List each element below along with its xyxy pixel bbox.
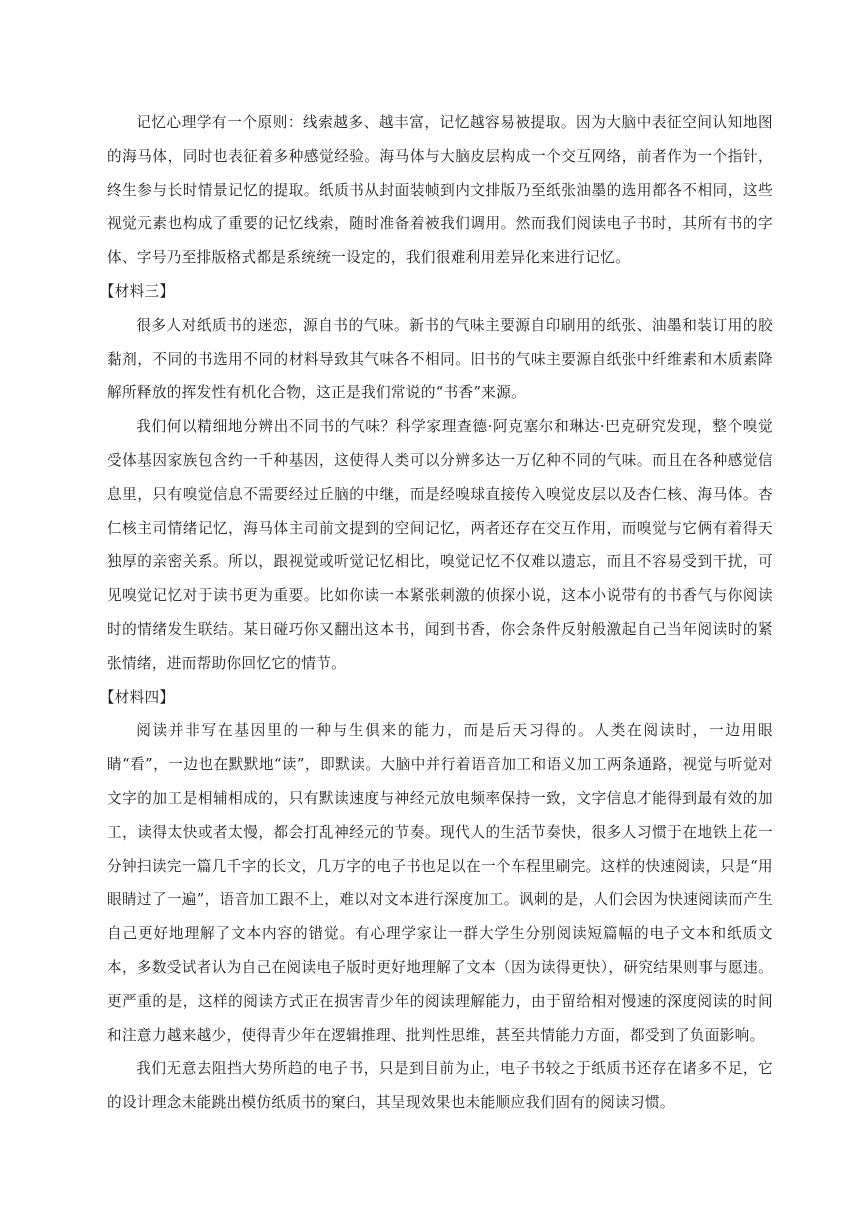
heading-material-three: 【材料三】 [99,282,175,300]
paragraph-conclusion: 我们无意去阻挡大势所趋的电子书，只是到目前为止，电子书较之于纸质书还存在诸多不足，它的设计理念未能跳出模仿纸质书的窠臼，其呈现效果也未能顺应我们固有的阅读习惯。 [107,1060,773,1112]
document-body [99,106,773,1120]
paragraph-reading-speed: 阅读并非写在基因里的一种与生俱来的能力，而是后天习得的。人类在阅读时，一边用眼睛“看”，一边也在默默地“读”，即默读。大脑中并行着语音加工和语义加工两条通路，视觉与听觉对文字的加工是相辅相成的，只有默读速度与神经元放电频率保持一致，文字信息才能得到最有效的加工，读得太快或者太慢，都会打乱神经元的节奏。现代人的生活节奏快，很多人习惯于在地铁上花一分钟扫读完一篇几千字的长文，几万字的电子书也足以在一个车程里刷完。这样的快速阅读，只是“用眼睛过了一遍”，语音加工跟不上，难以对文本进行深度加工。讽刺的是，人们会因为快速阅读而产生自己更好地理解了文本内容的错觉。有心理学家让一群大学生分别阅读短篇幅的电子文本和纸质文本，多数受试者认为自己在阅读电子版时更好地理解了文本（因为读得更快），研究结果则事与愿违。更严重的是，这样的阅读方式正在损害青少年的阅读理解能力，由于留给相对慢速的深度阅读的时间和注意力越来越少，使得青少年在逻辑推理、批判性思维，甚至共情能力方面，都受到了负面影响。 [107,722,773,1044]
paragraph-olfactory-memory: 我们何以精细地分辨出不同书的气味？科学家理查德·阿克塞尔和琳达·巴克研究发现，整个嗅觉受体基因家族包含约一千种基因，这使得人类可以分辨多达一万亿种不同的气味。而且在各种感觉信息里，只有嗅觉信息不需要经过丘脑的中继，而是经嗅球直接传入嗅觉皮层以及杏仁核、海马体。杏仁核主司情绪记忆，海马体主司前文提到的空间记忆，两者还存在交互作用，而嗅觉与它俩有着得天独厚的亲密关系。所以，跟视觉或听觉记忆相比，嗅觉记忆不仅难以遗忘，而且不容易受到干扰，可见嗅觉记忆对于读书更为重要。比如你读一本紧张刺激的侦探小说，这本小说带有的书香气与你阅读时的情绪发生联结。某日碰巧你又翻出这本书，闻到书香，你会条件反射般激起自己当年阅读时的紧张情绪，进而帮助你回忆它的情节。 [107,418,773,672]
heading-material-four: 【材料四】 [99,688,175,706]
paragraph-memory-cues: 记忆心理学有一个原则：线索越多、越丰富，记忆越容易被提取。因为大脑中表征空间认知地图的海马体，同时也表征着多种感觉经验。海马体与大脑皮层构成一个交互网络，前者作为一个指针，终生参与长时情景记忆的提取。纸质书从封面装帧到内文排版乃至纸张油墨的选用都各不相同，这些视觉元素也构成了重要的记忆线索，随时准备着被我们调用。然而我们阅读电子书时，其所有书的字体、字号乃至排版格式都是系统统一设定的，我们很难利用差异化来进行记忆。 [107,114,773,267]
paragraph-book-smell: 很多人对纸质书的迷恋，源自书的气味。新书的气味主要源自印刷用的纸张、油墨和装订用的胶黏剂，不同的书选用不同的材料导致其气味各不相同。旧书的气味主要源自纸张中纤维素和木质素降解所释放的挥发性有机化合物，这正是我们常说的“书香”来源。 [107,316,773,402]
